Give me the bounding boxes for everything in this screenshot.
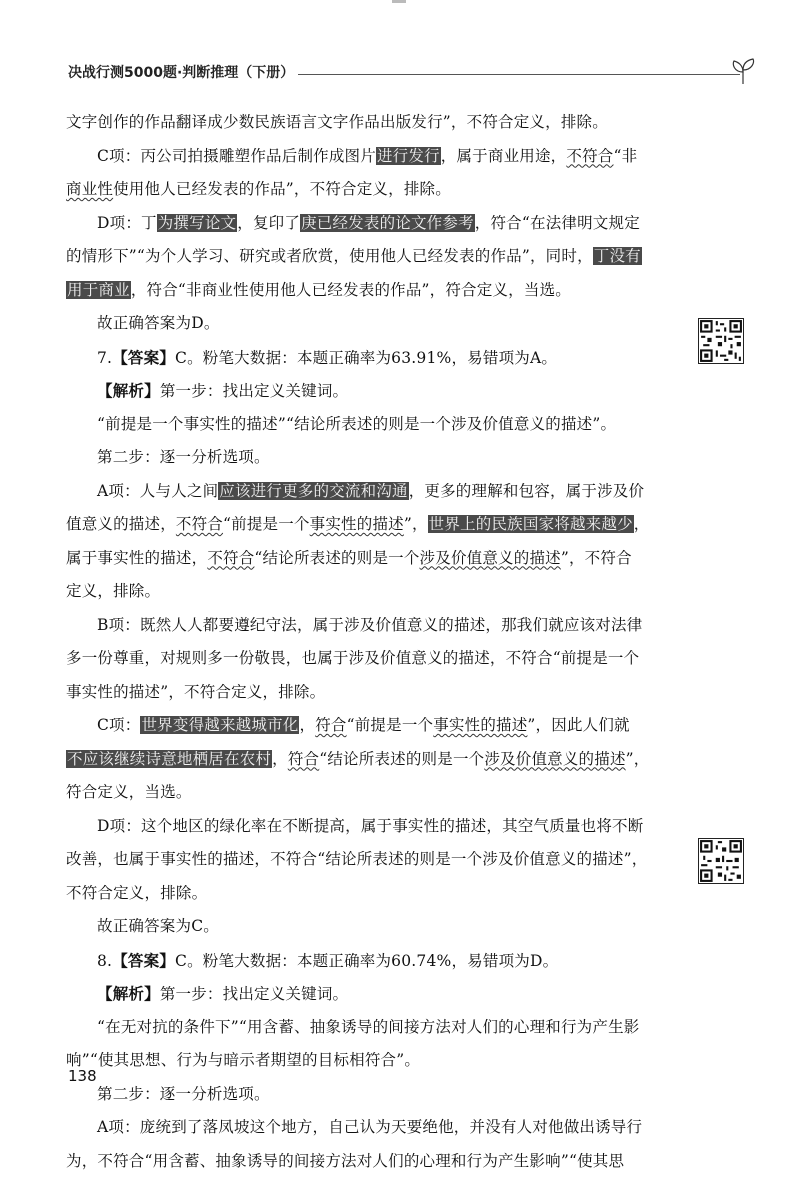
text-run: ”，因此人们就: [527, 716, 629, 734]
text-line: [66, 173, 678, 207]
text-line: [66, 910, 678, 944]
text-line: [66, 810, 678, 844]
text-run: ，更多的理解和包容，属于涉及价: [409, 482, 645, 500]
highlighted-keyword: 庚已经发表的论文作参考: [300, 214, 475, 232]
text-line: [66, 542, 678, 576]
text-run: “结论所表述的则是一个: [254, 549, 419, 567]
analysis-label: 【解析】: [97, 381, 160, 400]
text-line: [66, 106, 678, 140]
text-line: [66, 944, 678, 978]
answer-conclusion: 故正确答案为D。: [97, 314, 220, 332]
text-run: 多一份尊重，对规则多一份敬畏，也属于涉及价值意义的描述，不符合“前提是一个: [66, 649, 639, 667]
wavy-underlined-text: 符合: [288, 750, 319, 768]
text-run: 的情形下”“为个人学习、研究或者欣赏，使用他人已经发表的作品”，同时，: [66, 247, 593, 265]
text-run: ”，: [626, 750, 650, 768]
text-run: “前提是一个: [347, 716, 434, 734]
text-run: ，: [634, 515, 650, 533]
text-run: ，复印了: [237, 214, 300, 232]
highlighted-keyword: 不应该继续诗意地栖居在农村: [66, 750, 272, 768]
wavy-underlined-text: 不符合: [566, 147, 613, 165]
text-run: 第一步：找出定义关键词。: [160, 985, 348, 1003]
wavy-underlined-text: 事实性的描述: [310, 515, 404, 533]
text-line: [66, 374, 678, 408]
text-run: 定义，排除。: [66, 582, 160, 600]
analysis-label: 【解析】: [97, 984, 160, 1003]
text-run: 第二步：逐一分析选项。: [97, 1085, 270, 1103]
wavy-underlined-text: 商业性: [66, 180, 113, 198]
text-line: [66, 508, 678, 542]
text-run: ”，不符合: [561, 549, 632, 567]
page-body: [66, 106, 678, 1178]
text-line: [66, 877, 678, 911]
text-run: 值意义的描述，: [66, 515, 176, 533]
text-run: D项：这个地区的绿化率在不断提高，属于事实性的描述，其空气质量也将不断: [97, 817, 643, 835]
text-run: “结论所表述的则是一个: [319, 750, 484, 768]
running-header: [68, 56, 758, 92]
highlighted-keyword: 世界变得越来越城市化: [140, 716, 299, 734]
text-line: [66, 408, 678, 442]
text-run: ，符合“在法律明文规定: [475, 214, 640, 232]
wavy-underlined-text: 涉及价值意义的描述: [420, 549, 561, 567]
text-run: “前提是一个: [223, 515, 310, 533]
text-line: [66, 475, 678, 509]
text-line: [66, 709, 678, 743]
text-run: B项：既然人人都要遵纪守法，属于涉及价值意义的描述，那我们就应该对法律: [97, 616, 642, 634]
wavy-underlined-text: 不符合: [207, 549, 254, 567]
answer-label: 【答案】: [112, 951, 175, 970]
text-run: “在无对抗的条件下”“用含蓄、抽象诱导的间接方法对人们的心理和行为产生影: [97, 1018, 639, 1036]
sprout-icon: [728, 56, 758, 86]
text-run: 事实性的描述”，不符合定义，排除。: [66, 683, 325, 701]
text-line: [66, 1011, 678, 1045]
text-line: [66, 307, 678, 341]
text-run: 属于事实性的描述，: [66, 549, 207, 567]
text-line: [66, 977, 678, 1011]
highlighted-keyword: 为撰写论文: [157, 214, 238, 232]
text-run: A项：人与人之间: [97, 482, 218, 500]
text-run: C。粉笔大数据：本题正确率为63.91%，易错项为A。: [175, 349, 557, 367]
text-run: 第二步：逐一分析选项。: [97, 448, 270, 466]
text-line: [66, 776, 678, 810]
text-line: [66, 140, 678, 174]
qr-code-icon[interactable]: [698, 318, 744, 364]
qr-code-icon[interactable]: [698, 838, 744, 884]
text-run: ”，: [404, 515, 428, 533]
text-line: [66, 1111, 678, 1145]
text-run: 第一步：找出定义关键词。: [160, 382, 348, 400]
text-run: C。粉笔大数据：本题正确率为60.74%，易错项为D。: [175, 952, 558, 970]
text-run: “前提是一个事实性的描述”“结论所表述的则是一个涉及价值意义的描述”。: [97, 415, 616, 433]
text-run: 文字创作的作品翻译成少数民族语言文字作品出版发行”，不符合定义，排除。: [66, 113, 608, 131]
highlighted-keyword: 丁没有: [593, 247, 642, 265]
page-number: 138: [68, 1067, 97, 1085]
text-line: [66, 1044, 678, 1078]
header-title: 决战行测5000题·判断推理（下册）: [68, 62, 294, 82]
text-line: [66, 441, 678, 475]
question-number: 8.: [97, 952, 112, 970]
answer-label: 【答案】: [112, 348, 175, 367]
text-line: [66, 341, 678, 375]
text-run: ，: [272, 750, 288, 768]
header-rule: [298, 74, 740, 75]
text-run: 响”“使其思想、行为与暗示者期望的目标相符合”。: [66, 1051, 420, 1069]
text-line: [66, 1078, 678, 1112]
text-line: [66, 1145, 678, 1178]
text-line: [66, 743, 678, 777]
wavy-underlined-text: 符合: [315, 716, 346, 734]
highlighted-keyword: 进行发行: [376, 147, 441, 165]
text-line: [66, 207, 678, 241]
text-run: 不符合定义，排除。: [66, 884, 207, 902]
text-run: 改善，也属于事实性的描述，不符合“结论所表述的则是一个涉及价值意义的描述”，: [66, 850, 647, 868]
text-run: ，符合“非商业性使用他人已经发表的作品”，符合定义，当选。: [131, 281, 571, 299]
wavy-underlined-text: 事实性的描述: [433, 716, 527, 734]
wavy-underlined-text: 涉及价值意义的描述: [484, 750, 625, 768]
text-line: [66, 240, 678, 274]
text-line: [66, 609, 678, 643]
text-line: [66, 575, 678, 609]
answer-conclusion: 故正确答案为C。: [97, 917, 219, 935]
text-run: C项：: [97, 716, 140, 734]
highlighted-keyword: 用于商业: [66, 281, 131, 299]
text-line: [66, 642, 678, 676]
text-run: A项：庞统到了落凤坡这个地方，自己认为天要绝他，并没有人对他做出诱导行: [97, 1118, 642, 1136]
text-run: ，: [299, 716, 315, 734]
highlighted-keyword: 应该进行更多的交流和沟通: [218, 482, 408, 500]
text-line: [66, 843, 678, 877]
top-edge-mark: [392, 0, 406, 3]
text-run: 符合定义，当选。: [66, 783, 192, 801]
text-run: 使用他人已经发表的作品”，不符合定义，排除。: [113, 180, 451, 198]
highlighted-keyword: 世界上的民族国家将越来越少: [428, 515, 634, 533]
question-number: 7.: [97, 349, 112, 367]
wavy-underlined-text: 不符合: [176, 515, 223, 533]
text-line: [66, 676, 678, 710]
text-run: C项：丙公司拍摄雕塑作品后制作成图片: [97, 147, 376, 165]
text-run: “非: [614, 147, 638, 165]
text-run: ，属于商业用途，: [441, 147, 567, 165]
text-run: 为，不符合“用含蓄、抽象诱导的间接方法对人们的心理和行为产生影响”“使其思: [66, 1152, 624, 1170]
text-run: D项：丁: [97, 214, 157, 232]
text-line: [66, 274, 678, 308]
